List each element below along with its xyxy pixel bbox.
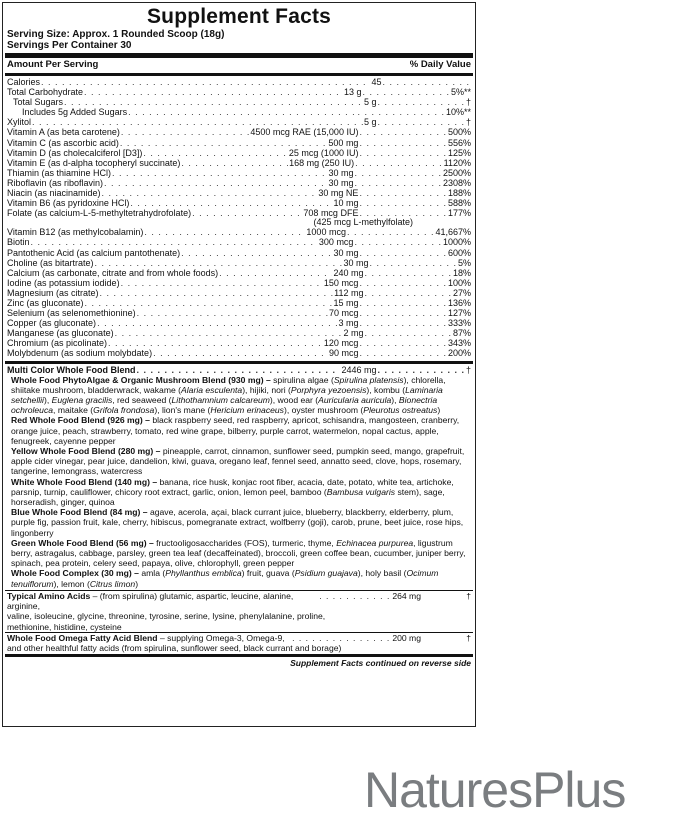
nutrient-label: Zinc (as gluconate) xyxy=(7,297,84,308)
nutrient-amount: 90 mcg xyxy=(328,348,359,359)
nutrient-label: Molybdenum (as sodium molybdate) xyxy=(7,348,153,359)
nutrient-dv: 41,667% xyxy=(435,227,471,238)
nutrient-dv: 1000% xyxy=(442,237,471,248)
blend-label: Multi Color Whole Food Blend xyxy=(7,364,136,375)
nutrient-dv: 200% xyxy=(447,348,471,359)
nutrient-row xyxy=(7,117,471,127)
nutrient-dv: 177% xyxy=(447,208,471,219)
nutrient-label: Copper (as gluconate) xyxy=(7,318,97,329)
nutrient-dv: 136% xyxy=(447,297,471,308)
column-header xyxy=(7,59,471,71)
amino-dv: † xyxy=(466,590,471,601)
nutrient-label: Folate (as calcium-L-5-methyltetrahydrofolate) xyxy=(7,208,192,219)
nutrient-row xyxy=(7,168,471,178)
nutrient-list xyxy=(7,77,471,359)
nutrient-row xyxy=(7,318,471,328)
nutrient-row xyxy=(7,308,471,318)
nutrient-row xyxy=(7,288,471,298)
naturesplus-logo: NaturesPlus xyxy=(364,762,626,818)
nutrient-dv: 2308% xyxy=(442,177,471,188)
panel-title: Supplement Facts xyxy=(146,5,332,28)
nutrient-amount: 30 mg xyxy=(343,257,369,268)
nutrient-row xyxy=(7,227,471,237)
nutrient-row xyxy=(7,178,471,188)
nutrient-row xyxy=(7,298,471,308)
nutrient-row xyxy=(7,107,471,117)
nutrient-amount: 70 mcg xyxy=(328,308,359,319)
nutrient-dv: † xyxy=(465,117,471,128)
nutrient-dv: 87% xyxy=(452,328,471,339)
nutrient-amount: 240 mg xyxy=(333,267,364,278)
nutrient-amount: 4500 mcg RAE (15,000 IU) xyxy=(250,127,359,138)
thick-rule xyxy=(5,53,473,58)
amount-header: Amount Per Serving xyxy=(7,59,99,70)
nutrient-label: Vitamin A (as beta carotene) xyxy=(7,127,120,138)
nutrient-amount: 25 mcg (1000 IU) xyxy=(288,147,359,158)
nutrient-label: Vitamin B6 (as pyridoxine HCl) xyxy=(7,198,130,209)
whole-food-blend-row xyxy=(7,365,471,375)
nutrient-amount: 13 g xyxy=(343,87,362,98)
amino-cont-2: methionine, histidine, cysteine xyxy=(7,621,122,632)
nutrient-row xyxy=(7,338,471,348)
servings-per-container: Servings Per Container 30 xyxy=(7,40,132,51)
nutrient-row xyxy=(7,258,471,268)
nutrient-amount: 5 g xyxy=(363,97,377,108)
omega-dv: † xyxy=(466,632,471,643)
nutrient-label: Total Carbohydrate xyxy=(7,87,84,98)
nutrient-dv: 333% xyxy=(447,318,471,329)
phytoalgae-blend: Whole Food PhytoAlgae & Organic Mushroom Blend (930 mg) – spirulina algae (Spirulina platensis), chlorella, shiitake mushroom, bladderwrack, wakame (Alaria esculenta), hijiki, nori (Porphyra yezoensis), kombu (Laminaria setchellii), Euglena gracilis, red seaweed (Lithothamnium calcareum), wood ear (Auricularia auricula), Bionectria ochroleuca, maitake (Grifola frondosa), lion's mane (Hericium erinaceus), oyster mushroom (Pleurotus ostreatus) xyxy=(11,374,446,416)
nutrient-amount: 300 mcg xyxy=(318,237,354,248)
nutrient-row xyxy=(7,237,471,247)
nutrient-amount: 5 g xyxy=(363,117,377,128)
nutrient-label: Total Sugars xyxy=(13,97,64,108)
nutrient-row xyxy=(7,188,471,198)
nutrient-label: Vitamin C (as ascorbic acid) xyxy=(7,137,119,148)
nutrient-amount: 168 mg (250 IU) xyxy=(289,157,355,168)
nutrient-label: Pantothenic Acid (as calcium pantothenate) xyxy=(7,247,181,258)
nutrient-dv: 27% xyxy=(452,287,471,298)
nutrient-label: Manganese (as gluconate) xyxy=(7,328,114,339)
nutrient-row xyxy=(7,348,471,358)
whole-food-complex: Whole Food Complex (30 mg) – amla (Phyllanthus emblica) fruit, guava (Psidium guajava), holy basil (Ocimum tenuiflorum), lemon (Citrus limon) xyxy=(11,568,439,589)
nutrient-amount: 708 mcg DFE xyxy=(303,208,359,219)
nutrient-dv: 500% xyxy=(447,127,471,138)
nutrient-dv: 125% xyxy=(447,147,471,158)
nutrient-amount: 112 mg xyxy=(334,287,364,298)
nutrient-row xyxy=(7,248,471,258)
amino-acids-row: Typical Amino Acids – (from spirulina) glutamic, aspartic, leucine, alanine, arginine, . . . . . . . . . . . 264 mg † xyxy=(7,590,471,612)
nutrient-dv: 127% xyxy=(447,308,471,319)
nutrient-row xyxy=(7,148,471,158)
nutrient-dv: † xyxy=(465,97,471,108)
folate-sub: (425 mcg L-methylfolate) xyxy=(313,217,413,228)
nutrient-dv: 5% xyxy=(457,257,471,268)
nutrient-dv: 556% xyxy=(447,137,471,148)
nutrient-label: Niacin (as niacinamide) xyxy=(7,188,101,199)
nutrient-dv: 588% xyxy=(447,198,471,209)
amino-amount: 264 mg xyxy=(392,590,421,601)
blend-dv: † xyxy=(465,364,471,375)
blue-blend: Blue Whole Food Blend (84 mg) – agave, acerola, açai, black currant juice, blueberry, blackberry, elderberry, plum, purple fig, passion fruit, kale, cherry, hibiscus, pomegranate extract, wolfberry (goji), carob, prune, beet juice, rose hips, lingonberry xyxy=(11,507,464,538)
nutrient-label: Riboflavin (as riboflavin) xyxy=(7,177,104,188)
serving-size: Serving Size: Approx. 1 Rounded Scoop (18g) xyxy=(7,29,225,40)
nutrient-dv: 100% xyxy=(447,277,471,288)
nutrient-amount: 150 mcg xyxy=(323,277,359,288)
amino-label: Typical Amino Acids xyxy=(7,590,91,601)
yellow-blend: Yellow Whole Food Blend (280 mg) – pineapple, carrot, cinnamon, sunflower seed, pumpkin seed, mango, grapefruit, apple cider vinegar, pear juice, dandelion, kiwi, guava, oregano leaf, fennel seed, annatto seed, clove, hops, rosemary, tangerine, lemongrass, watercress xyxy=(11,446,465,477)
omega-row: Whole Food Omega Fatty Acid Blend – supplying Omega-3, Omega-9, . . . . . . . . . . . . . . . 200 mg † xyxy=(7,632,471,643)
nutrient-label: Xylitol xyxy=(7,117,32,128)
nutrient-amount: 15 mg xyxy=(333,297,359,308)
blend-amount: 2446 mg xyxy=(341,364,377,375)
nutrient-amount: 30 mg NE xyxy=(318,188,359,199)
white-blend: White Whole Food Blend (140 mg) – banana, rice husk, konjac root fiber, acacia, date, potato, white tea, artichoke, parsnip, turnip, cauliflower, chicory root extract, garlic, onion, lemon peel, bamboo (Bambusa vulgaris stem), sage, horseradish, ginger, quinoa xyxy=(11,476,454,508)
nutrient-amount: 30 mg xyxy=(328,177,354,188)
green-blend: Green Whole Food Blend (56 mg) – fructooligosaccharides (FOS), turmeric, thyme, Echinacea purpurea, ligustrum berry, astragalus, cabbage, parsley, green tea leaf (decaffeinated), broccoli, green coffee bean, cucumber, juniper berry, spinach, pea protein, celery seed, papaya, olive, chlorophyll, green pepper xyxy=(11,537,466,569)
continued-note: Supplement Facts continued on reverse side xyxy=(290,658,471,669)
nutrient-row xyxy=(7,268,471,278)
nutrient-label: Magnesium (as citrate) xyxy=(7,287,99,298)
nutrient-amount: 30 mg xyxy=(333,247,359,258)
nutrient-label: Iodine (as potassium iodide) xyxy=(7,277,120,288)
nutrient-row xyxy=(7,97,471,107)
nutrient-label: Biotin xyxy=(7,237,30,248)
nutrient-amount: 30 mg xyxy=(328,167,354,178)
blend-details xyxy=(7,375,471,589)
nutrient-label: Chromium (as picolinate) xyxy=(7,338,108,349)
nutrient-label: Thiamin (as thiamine HCl) xyxy=(7,167,112,178)
nutrient-amount: 2 mg xyxy=(343,328,364,339)
nutrient-row xyxy=(7,158,471,168)
nutrient-row xyxy=(7,127,471,137)
medium-rule xyxy=(5,73,473,76)
nutrient-row xyxy=(7,87,471,97)
omega-text: – supplying Omega-3, Omega-9, xyxy=(157,632,285,643)
nutrient-row xyxy=(7,77,471,87)
red-blend: Red Whole Food Blend (926 mg) – black raspberry seed, red raspberry, apricot, schisandra, mangosteen, cranberry, orange juice, peach, strawberry, tomato, red wine grape, bilberry, purple carrot, watermelon, nopal cactus, apple, fenugreek, cayenne pepper xyxy=(11,415,460,446)
nutrient-label: Choline (as bitartrate) xyxy=(7,257,94,268)
nutrient-dv: 2500% xyxy=(442,167,471,178)
nutrient-dv: 1120% xyxy=(443,157,471,168)
medium-rule xyxy=(5,361,473,364)
nutrient-dv: 18% xyxy=(452,267,471,278)
nutrient-label: Vitamin D (as cholecalciferol [D3]) xyxy=(7,147,143,158)
nutrient-amount: 1000 mcg xyxy=(306,227,346,238)
nutrient-row xyxy=(7,198,471,208)
omega-cont: and other healthful fatty acids (from spirulina, sunflower seed, black currant and borage) xyxy=(7,642,342,653)
nutrient-amount: 10 mg xyxy=(333,198,359,209)
nutrient-amount: 3 mg xyxy=(338,318,359,329)
amino-text: – (from spirulina) glutamic, aspartic, leucine, alanine, arginine, xyxy=(7,590,294,612)
nutrient-label: Calories xyxy=(7,77,41,87)
nutrient-dv: 600% xyxy=(447,247,471,258)
nutrient-dv: 343% xyxy=(447,338,471,349)
dv-header: % Daily Value xyxy=(409,59,471,70)
nutrient-row xyxy=(7,328,471,338)
bottom-rule xyxy=(5,654,473,657)
nutrient-label: Calcium (as carbonate, citrate and from whole foods) xyxy=(7,267,219,278)
omega-label: Whole Food Omega Fatty Acid Blend xyxy=(7,632,158,643)
nutrient-label: Includes 5g Added Sugars xyxy=(22,107,128,118)
nutrient-dv: 188% xyxy=(447,188,471,199)
omega-amount: 200 mg xyxy=(392,632,421,643)
nutrient-amount: 120 mcg xyxy=(323,338,359,349)
nutrient-label: Vitamin B12 (as methylcobalamin) xyxy=(7,227,144,238)
nutrient-dv: 10%** xyxy=(445,107,471,118)
nutrient-row xyxy=(7,138,471,148)
nutrient-amount: 45 xyxy=(371,77,382,87)
supplement-facts-panel xyxy=(2,2,476,727)
nutrient-dv: 5%** xyxy=(450,87,471,98)
nutrient-row xyxy=(7,278,471,288)
nutrient-label: Vitamin E (as d-alpha tocopheryl succinate) xyxy=(7,157,181,168)
nutrient-amount: 500 mg xyxy=(328,137,359,148)
amino-cont: valine, isoleucine, glycine, threonine, tyrosine, serine, lysine, phenylalanine, proline, xyxy=(7,611,326,622)
nutrient-label: Selenium (as selenomethionine) xyxy=(7,308,136,319)
